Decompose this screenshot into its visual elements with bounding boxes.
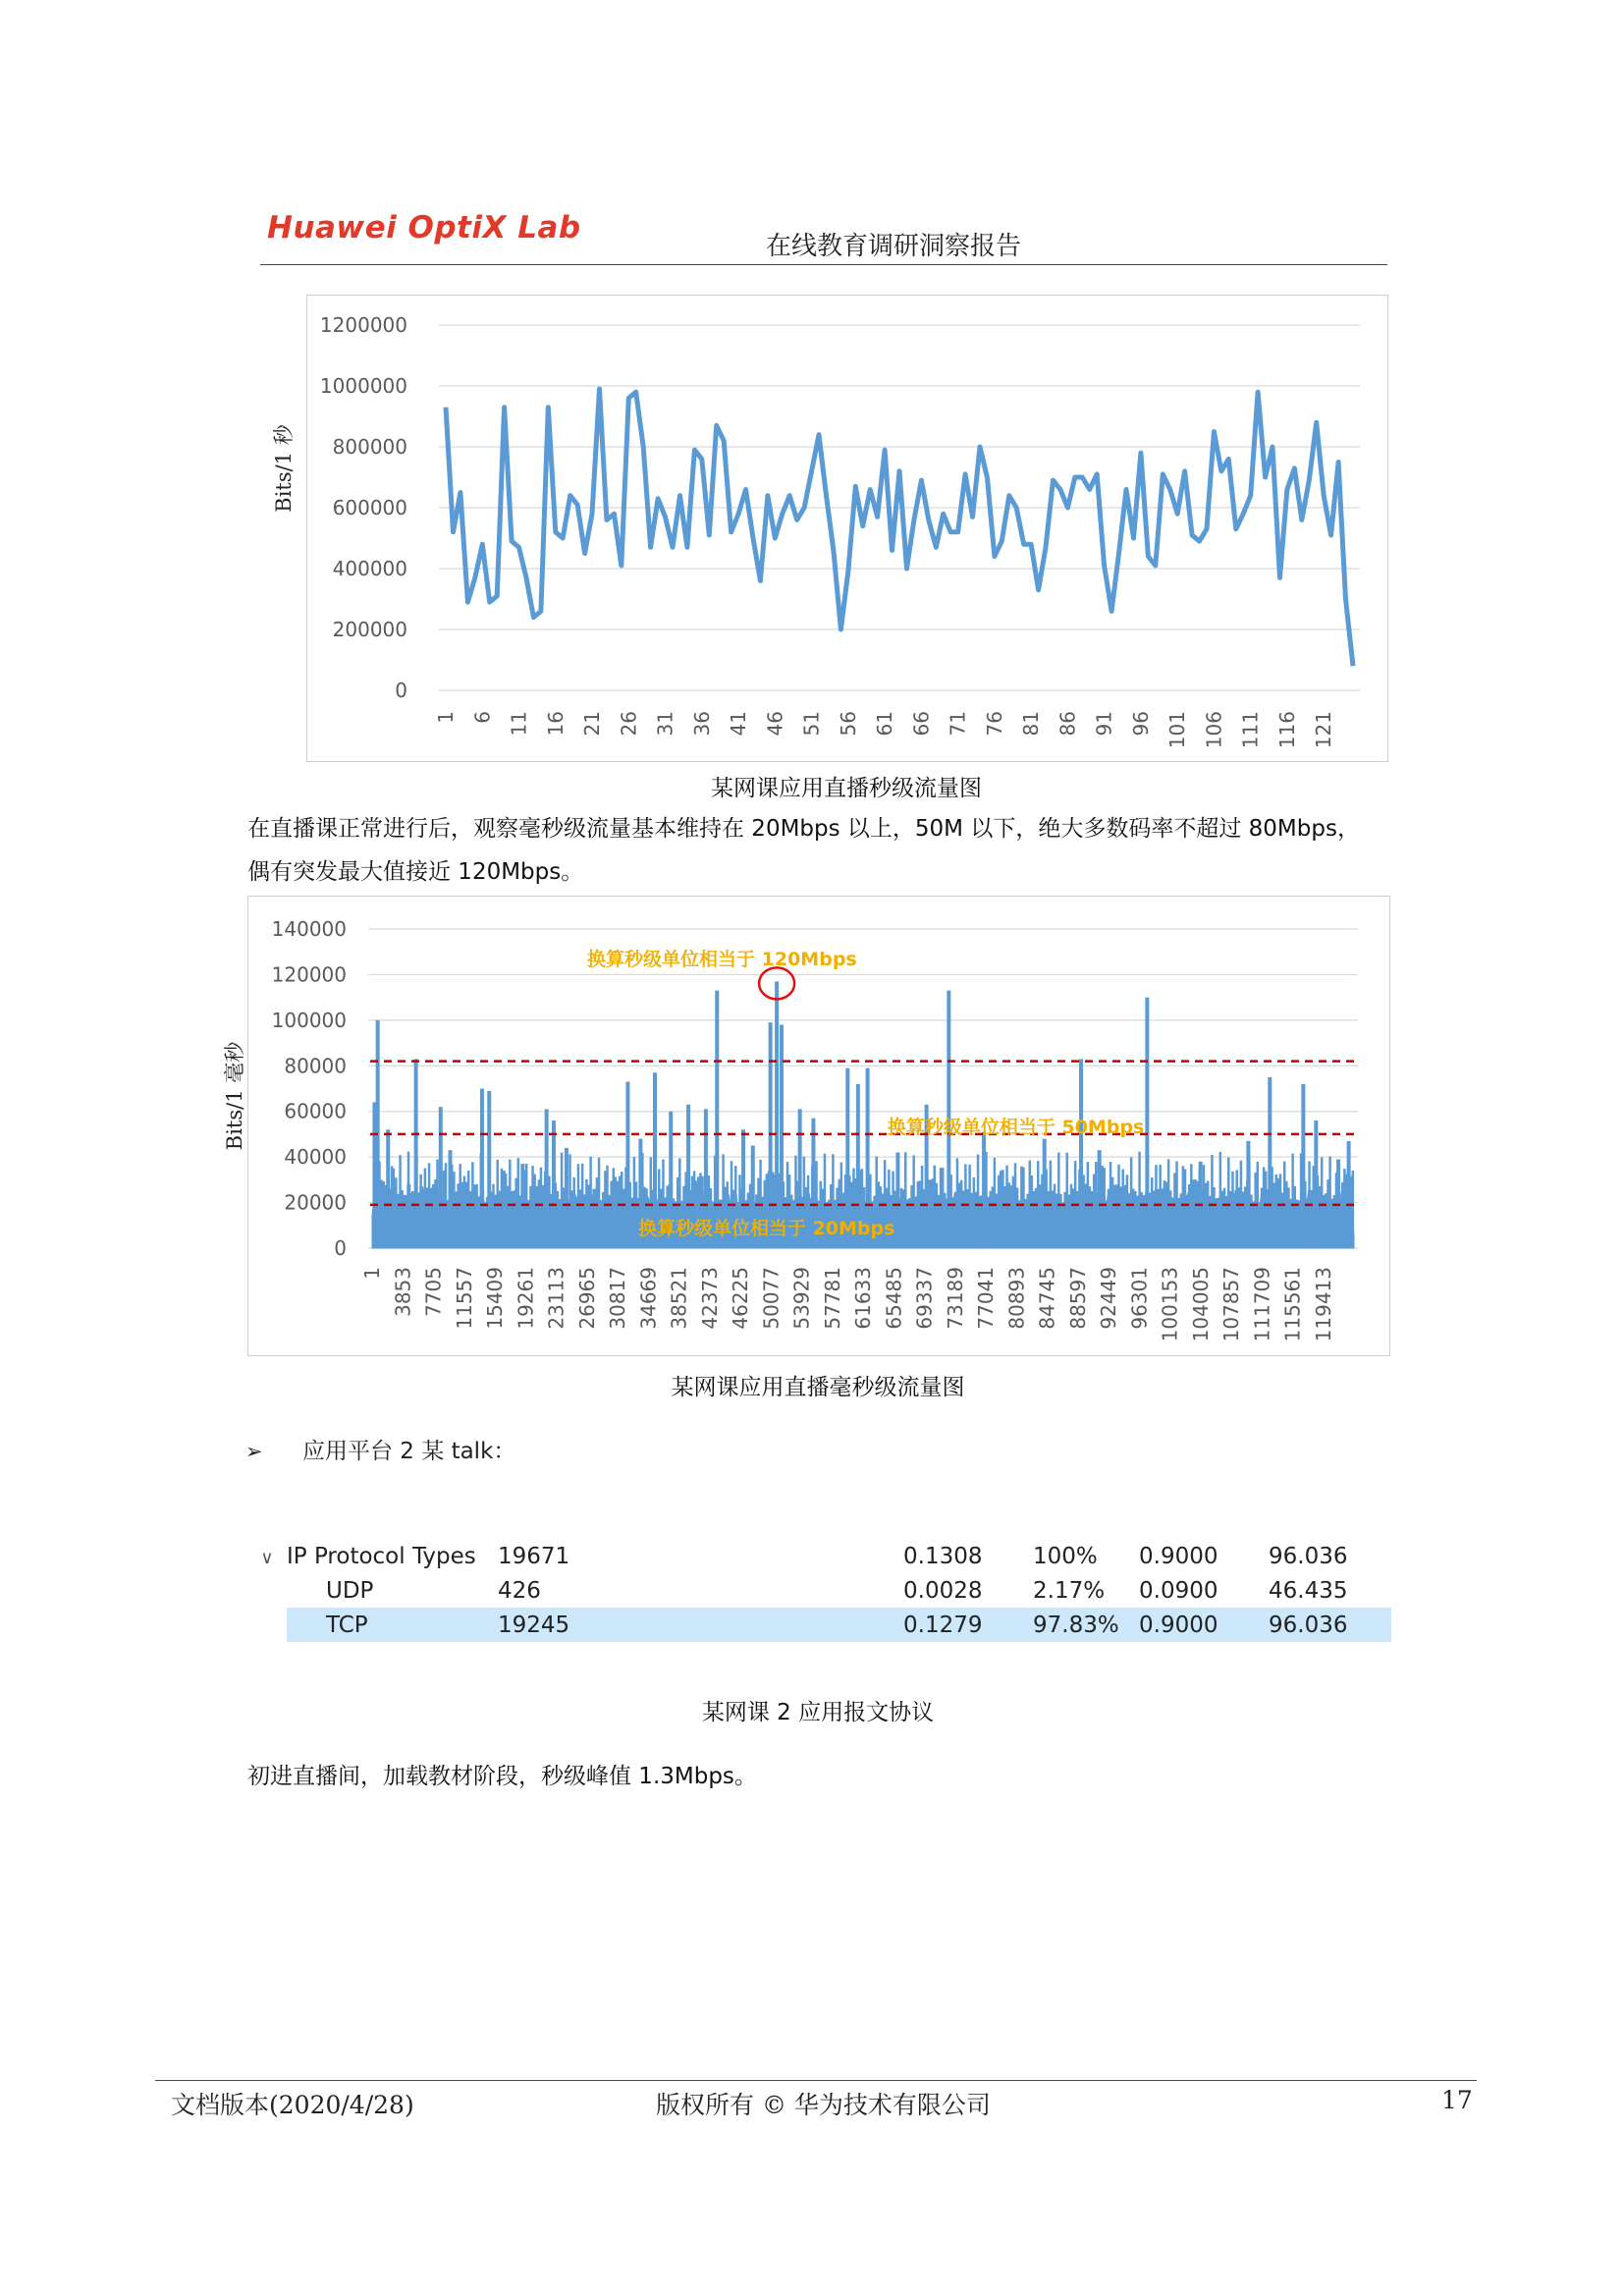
y-tick-label: 80000 — [284, 1054, 347, 1078]
footer-copyright: 版权所有 © 华为技术有限公司 — [656, 2091, 991, 2119]
x-tick-label: 86 — [1056, 711, 1080, 737]
y-tick-label: 40000 — [284, 1145, 347, 1170]
x-tick-label: 104005 — [1188, 1267, 1213, 1342]
chart2-svg — [248, 897, 1389, 1355]
x-tick-label: 115561 — [1280, 1267, 1305, 1342]
x-tick-label: 11557 — [452, 1267, 476, 1330]
x-tick-label: 119413 — [1311, 1267, 1335, 1342]
table-cell-value: 0.9000 — [1139, 1543, 1218, 1569]
chart2-ylabel: Bits/1 毫秒 — [223, 1041, 246, 1151]
collapse-chevron-icon[interactable]: ∨ — [260, 1547, 274, 1568]
chart1-ylabel: Bits/1 秒 — [272, 424, 296, 513]
x-tick-label: 15409 — [483, 1267, 507, 1330]
x-tick-label: 71 — [946, 711, 970, 737]
x-tick-label: 41 — [727, 711, 751, 737]
table-cell-value: 0.0900 — [1139, 1577, 1218, 1604]
chart1-caption: 某网课应用直播秒级流量图 — [711, 776, 982, 801]
x-tick-label: 38521 — [667, 1267, 691, 1330]
x-tick-label: 30817 — [606, 1267, 629, 1330]
paragraph-2: 初进直播间，加载教材阶段，秒级峰值 1.3Mbps。 — [247, 1764, 757, 1789]
annotation-120mbps: 换算秒级单位相当于 120Mbps — [587, 949, 857, 971]
per-second-traffic-chart — [306, 295, 1388, 762]
x-tick-label: 51 — [799, 711, 824, 737]
x-tick-label: 116 — [1274, 711, 1299, 749]
paragraph-1: 在直播课正常进行后，观察毫秒级流量基本维持在 20Mbps 以上，50M 以下，绝大多数码率不超过 80Mbps，偶有突发最大值接近 120Mbps。 — [247, 816, 1360, 885]
table-row-selected[interactable] — [247, 1608, 1391, 1642]
annotation-50mbps: 换算秒级单位相当于 50Mbps — [887, 1116, 1145, 1138]
table-cell-percent: 2.17% — [1033, 1577, 1106, 1604]
footer-version: 文档版本(2020/4/28) — [171, 2091, 414, 2119]
table-cell-value: 0.9000 — [1139, 1608, 1269, 1642]
y-tick-label: 1200000 — [319, 313, 407, 337]
table-cell-count: 19671 — [498, 1543, 570, 1569]
x-tick-label: 7705 — [421, 1267, 446, 1317]
x-tick-label: 46225 — [729, 1267, 752, 1330]
x-tick-label: 100153 — [1158, 1267, 1182, 1342]
y-tick-label: 0 — [395, 679, 407, 702]
y-tick-label: 800000 — [332, 435, 407, 459]
x-tick-label: 36 — [689, 711, 714, 737]
y-tick-label: 200000 — [332, 618, 407, 641]
x-tick-label: 3853 — [391, 1267, 415, 1317]
table-cell-percent: 100% — [1033, 1543, 1098, 1569]
protocol-hierarchy-table — [247, 1539, 1391, 1642]
table-caption: 某网课 2 应用报文协议 — [701, 1700, 935, 1725]
x-tick-label: 11 — [507, 711, 531, 737]
chart2-caption: 某网课应用直播毫秒级流量图 — [671, 1375, 965, 1400]
x-tick-label: 81 — [1019, 711, 1044, 737]
x-tick-label: 6 — [470, 711, 495, 724]
table-cell-value: 96.036 — [1269, 1543, 1348, 1569]
table-cell-value: 0.0028 — [903, 1577, 983, 1604]
x-tick-label: 80893 — [1004, 1267, 1029, 1330]
x-tick-label: 121 — [1312, 711, 1336, 749]
x-tick-label: 46 — [763, 711, 787, 737]
y-tick-label: 100000 — [271, 1008, 347, 1032]
header-divider — [260, 264, 1387, 265]
x-tick-label: 73189 — [943, 1267, 967, 1330]
document-title: 在线教育调研洞察报告 — [766, 232, 1022, 261]
x-tick-label: 111 — [1238, 711, 1263, 749]
table-cell-name: IP Protocol Types — [287, 1543, 476, 1569]
x-tick-label: 65485 — [882, 1267, 906, 1330]
y-tick-label: 600000 — [332, 496, 407, 519]
table-cell-name: TCP — [287, 1608, 498, 1642]
x-tick-label: 101 — [1165, 711, 1190, 749]
chart1-svg — [307, 296, 1387, 761]
x-tick-label: 16 — [543, 711, 568, 737]
per-millisecond-traffic-chart — [247, 896, 1390, 1356]
x-tick-label: 76 — [982, 711, 1006, 737]
x-tick-label: 107857 — [1219, 1267, 1243, 1342]
footer-divider — [155, 2080, 1477, 2081]
x-tick-label: 96 — [1128, 711, 1153, 737]
x-tick-label: 106 — [1202, 711, 1226, 749]
bullet-marker-icon: ➢ — [245, 1440, 263, 1463]
y-tick-label: 1000000 — [319, 374, 407, 398]
y-tick-label: 60000 — [284, 1099, 347, 1123]
x-tick-label: 1 — [434, 711, 458, 724]
x-tick-label: 84745 — [1035, 1267, 1059, 1330]
x-tick-label: 26965 — [574, 1267, 599, 1330]
x-tick-label: 61633 — [851, 1267, 875, 1330]
y-tick-label: 400000 — [332, 557, 407, 580]
table-cell-value: 96.036 — [1269, 1608, 1391, 1642]
table-cell-value: 0.1308 — [903, 1543, 983, 1569]
y-tick-label: 120000 — [271, 962, 347, 987]
x-tick-label: 21 — [580, 711, 605, 737]
x-tick-label: 92449 — [1097, 1267, 1120, 1330]
huawei-optix-lab-logo: Huawei OptiX Lab — [267, 210, 581, 246]
table-row[interactable] — [247, 1573, 1391, 1608]
x-tick-label: 19261 — [514, 1267, 538, 1330]
x-tick-label: 91 — [1092, 711, 1116, 737]
table-cell-count: 19245 — [498, 1608, 903, 1642]
y-tick-label: 0 — [334, 1236, 347, 1260]
footer-page-number: 17 — [1441, 2086, 1473, 2114]
table-cell-value: 46.435 — [1269, 1577, 1348, 1604]
x-tick-label: 61 — [873, 711, 897, 737]
x-tick-label: 50077 — [759, 1267, 784, 1330]
x-tick-label: 42373 — [697, 1267, 722, 1330]
x-tick-label: 88597 — [1065, 1267, 1090, 1330]
x-tick-label: 53929 — [789, 1267, 814, 1330]
y-tick-label: 140000 — [271, 917, 347, 941]
x-tick-label: 77041 — [974, 1267, 998, 1330]
x-tick-label: 96301 — [1127, 1267, 1152, 1330]
x-tick-label: 1 — [360, 1267, 384, 1280]
table-cell-percent: 97.83% — [1033, 1608, 1139, 1642]
x-tick-label: 23113 — [544, 1267, 568, 1330]
x-tick-label: 26 — [617, 711, 641, 737]
x-tick-label: 56 — [836, 711, 860, 737]
table-cell-name: UDP — [326, 1577, 374, 1604]
table-cell-count: 426 — [498, 1577, 541, 1604]
y-tick-label: 20000 — [284, 1190, 347, 1215]
traffic-series-line — [446, 389, 1353, 666]
bullet-text: 应用平台 2 某 talk： — [302, 1439, 516, 1464]
x-tick-label: 111709 — [1250, 1267, 1274, 1342]
x-tick-label: 69337 — [912, 1267, 937, 1330]
x-tick-label: 66 — [909, 711, 934, 737]
annotation-20mbps: 换算秒级单位相当于 20Mbps — [637, 1218, 895, 1240]
x-tick-label: 31 — [653, 711, 677, 737]
x-tick-label: 57781 — [820, 1267, 844, 1330]
bullet-item — [245, 1433, 515, 1465]
table-row[interactable] — [247, 1539, 1391, 1573]
x-tick-label: 34669 — [636, 1267, 661, 1330]
table-cell-value: 0.1279 — [903, 1608, 1033, 1642]
